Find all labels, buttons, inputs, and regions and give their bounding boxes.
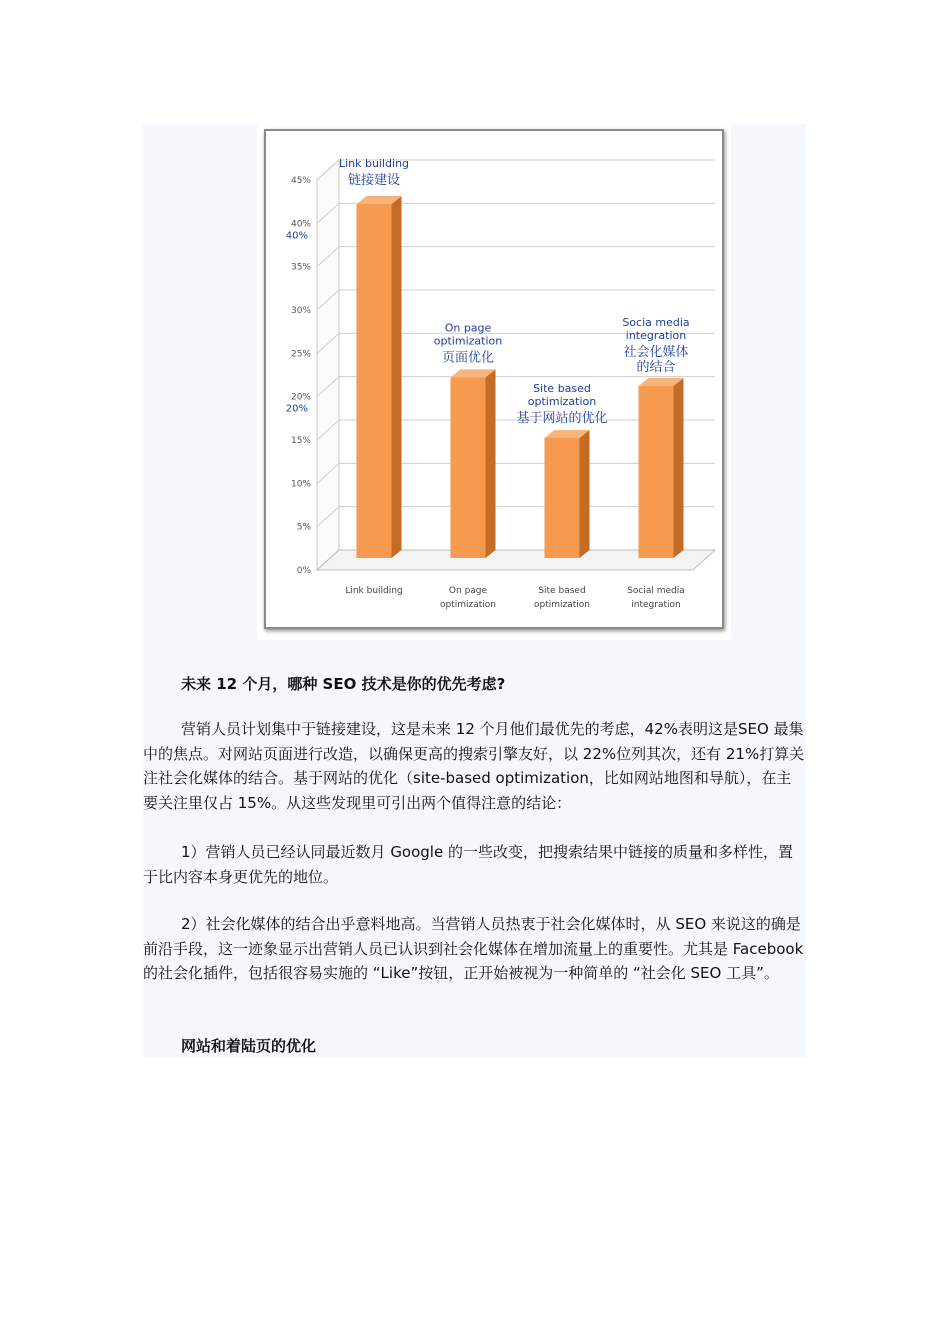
y-highlight-label: 20% <box>285 403 308 415</box>
y-tick-label: 10% <box>290 479 311 490</box>
paragraph-conclusion-2: 2）社会化媒体的结合出乎意料地高。当营销人员热衷于社会化媒体时，从 SEO 来说这的确是前沿手段，这一迹象显示出营销人员已认识到社会化媒体在增加流量上的重要性。尤其是 Facebook 的社会化插件，包括很容易实施的 “Like”按钮，正开始被视为一种简单的 “社会化 SEO 工具”。 <box>143 915 804 982</box>
bar-annotation-en: optimization <box>527 395 597 408</box>
section-heading-site-optimization: 网站和着陆页的优化 <box>181 1037 317 1055</box>
seo-priority-chart <box>257 124 731 640</box>
y-tick-label: 35% <box>290 262 311 273</box>
y-tick-label: 20% <box>290 392 311 403</box>
bar-annotation-en: On page <box>444 321 492 335</box>
y-tick-label: 25% <box>290 349 311 360</box>
bar-annotation-zh: 页面优化 <box>441 350 495 366</box>
y-tick-label: 5% <box>296 522 311 533</box>
bar-side <box>392 196 402 558</box>
x-tick-label: integration <box>631 600 681 610</box>
x-tick-label: Link building <box>345 586 403 596</box>
bar-annotation-zh: 社会化媒体 <box>623 345 689 360</box>
y-tick-label: 30% <box>290 306 311 316</box>
y-highlight-label: 40% <box>285 230 308 242</box>
x-tick-label: Social media <box>627 586 685 596</box>
bar <box>451 377 486 558</box>
y-tick-label: 40% <box>290 219 311 230</box>
x-tick-label: On page <box>448 586 488 596</box>
bar-annotation-en: Socia media <box>622 316 690 329</box>
bar <box>639 386 674 558</box>
bar-side <box>674 378 684 558</box>
x-tick-label: optimization <box>440 600 496 610</box>
paragraph-link-building: 营销人员计划集中于链接建设，这是未来 12 个月他们最优先的考虑，42%表明这是SEO 最集中的焦点。对网站页面进行改造，以确保更高的搜索引擎友好，以 22%位列其次，还有 21%打算关注社会化媒体的结合。基于网站的优化（site-based optimization，比如网站地图和导航），在主要关注里仅占 15%。从这些发现里可引出两个值得注意的结论： <box>143 720 805 812</box>
section-heading-priority: 未来 12 个月，哪种 SEO 技术是你的优先考虑? <box>181 675 506 693</box>
x-tick-label: optimization <box>534 600 590 610</box>
chart-left-wall <box>317 160 339 570</box>
chart-panel <box>264 129 724 629</box>
y-tick-label: 15% <box>290 436 311 446</box>
bar-annotation-zh: 链接建设 <box>347 173 401 188</box>
x-tick-label: Site based <box>538 586 586 596</box>
y-tick-label: 0% <box>296 566 311 576</box>
bar-side <box>580 430 590 558</box>
paragraph-conclusion-1: 1）营销人员已经认同最近数月 Google 的一些改变，把搜索结果中链接的质量和多样性，置于比内容本身更优先的地位。 <box>143 843 793 886</box>
bar <box>357 204 392 558</box>
bar-annotation-zh: 基于网站的优化 <box>516 411 608 426</box>
bar-side <box>486 369 496 558</box>
bar <box>545 438 580 558</box>
bar-annotation-zh: 的结合 <box>636 360 676 375</box>
bar-annotation-en: Link building <box>338 157 410 170</box>
y-tick-label: 45% <box>290 176 311 186</box>
bar-annotation-en: optimization <box>433 334 503 348</box>
bar-annotation-en: integration <box>625 329 687 342</box>
bar-chart-svg <box>266 131 722 627</box>
bar-annotation-en: Site based <box>533 382 591 395</box>
